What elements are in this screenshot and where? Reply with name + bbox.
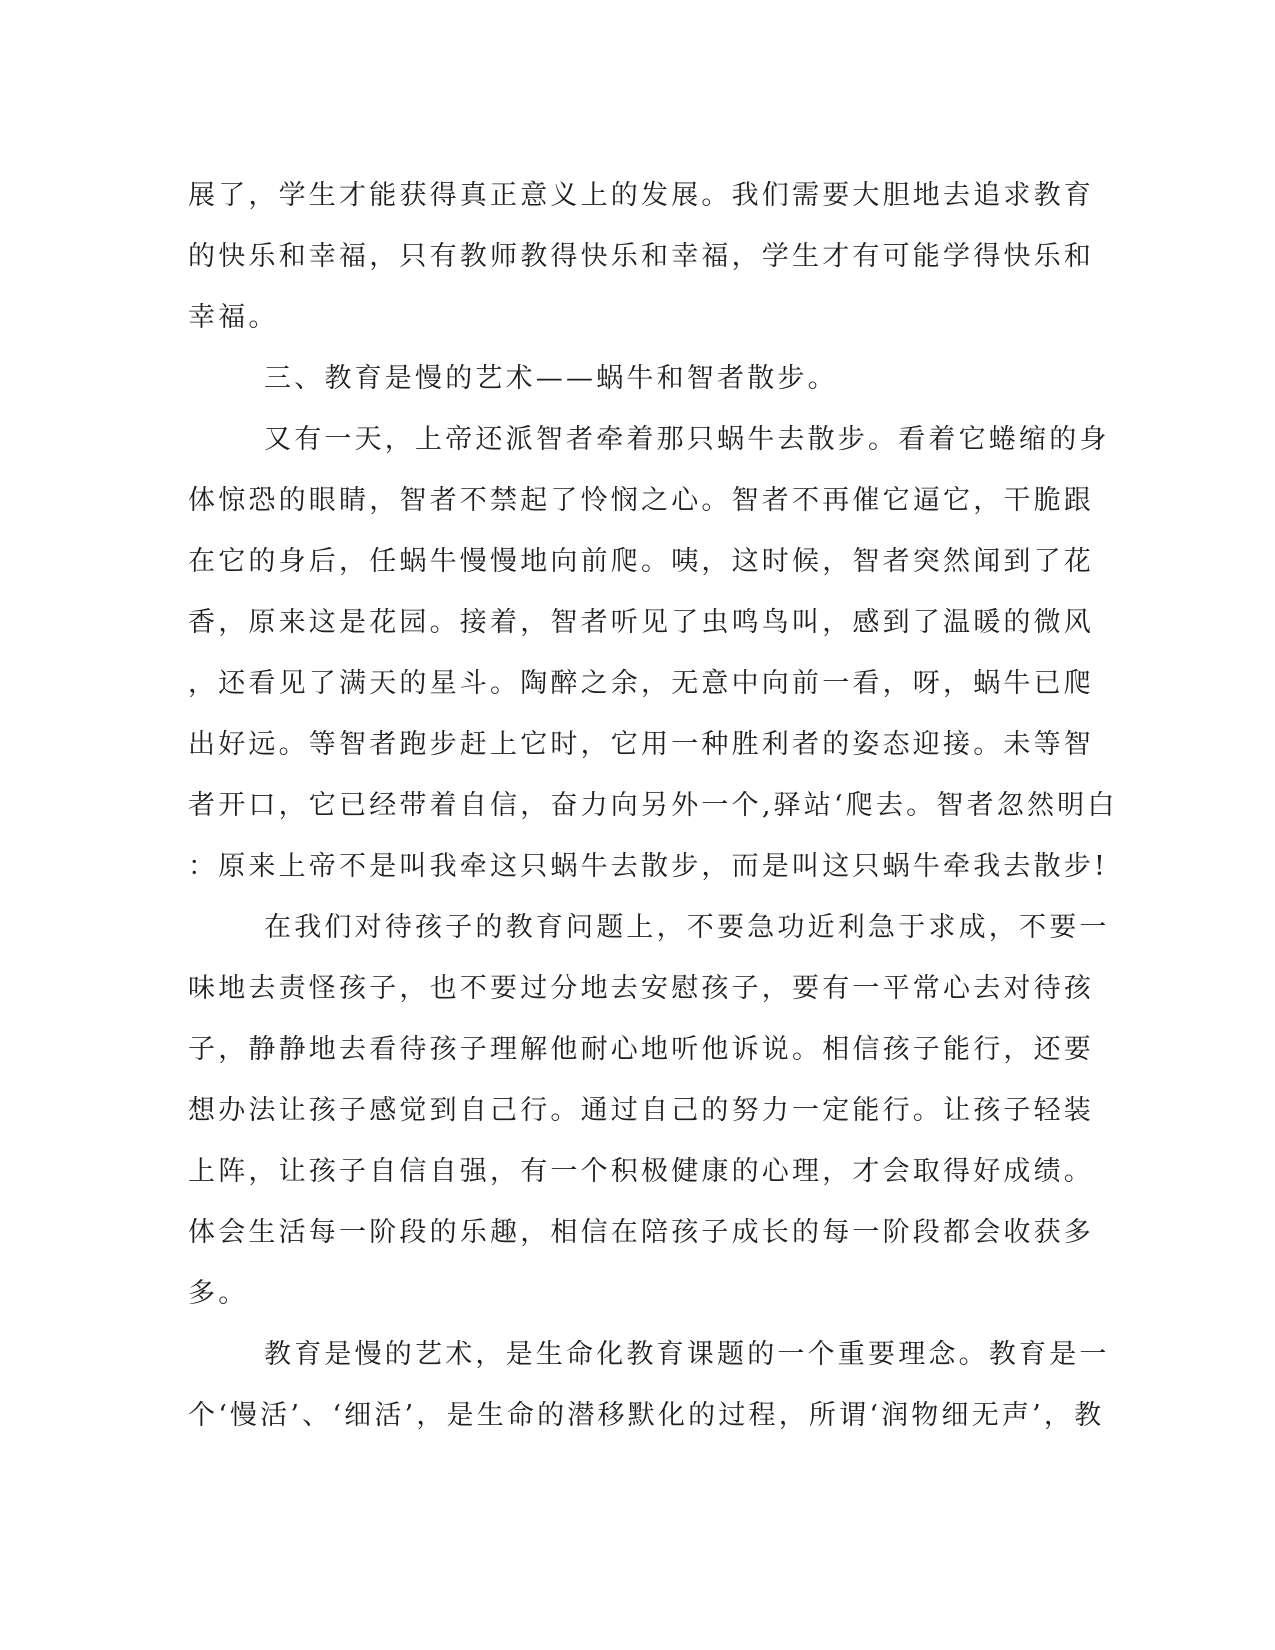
text-line: 展了，学生才能获得真正意义上的发展。我们需要大胆地去追求教育 xyxy=(188,180,1094,211)
text-line: 多。 xyxy=(188,1278,249,1309)
text-line: 者开口，它已经带着自信，奋力向另外一个‚驿站‘爬去。智者忽然明白 xyxy=(188,790,1118,821)
text-line: 出好远。等智者跑步赶上它时，它用一种胜利者的姿态迎接。未等智 xyxy=(188,729,1094,760)
text-line: ，还看见了满天的星斗。陶醉之余，无意中向前一看，呀，蜗牛已爬 xyxy=(188,668,1094,699)
document-body xyxy=(188,165,1118,1446)
text-line: 体惊恐的眼睛，智者不禁起了怜悯之心。智者不再催它逼它，干脆跟 xyxy=(188,485,1094,516)
text-line: 的快乐和幸福，只有教师教得快乐和幸福，学生才有可能学得快乐和 xyxy=(188,241,1094,272)
text-line: 在它的身后，任蜗牛慢慢地向前爬。咦，这时候，智者突然闻到了花 xyxy=(188,546,1094,577)
section-heading: 三、教育是慢的艺术——蜗牛和智者散步。 xyxy=(264,363,838,394)
text-line: 在我们对待孩子的教育问题上，不要急功近利急于求成，不要一 xyxy=(264,912,1110,943)
text-line: 想办法让孩子感觉到自己行。通过自己的努力一定能行。让孩子轻装 xyxy=(188,1095,1094,1126)
text-line: 个‘慢活’、‘细活’，是生命的潜移默化的过程，所谓‘润物细无声’，教 xyxy=(188,1400,1105,1431)
text-line: 教育是慢的艺术，是生命化教育课题的一个重要理念。教育是一 xyxy=(264,1339,1110,1370)
text-line: 幸福。 xyxy=(188,302,279,333)
text-line: 香，原来这是花园。接着，智者听见了虫鸣鸟叫，感到了温暖的微风 xyxy=(188,607,1094,638)
text-line: 子，静静地去看待孩子理解他耐心地听他诉说。相信孩子能行，还要 xyxy=(188,1034,1094,1065)
text-line: 体会生活每一阶段的乐趣，相信在陪孩子成长的每一阶段都会收获多 xyxy=(188,1217,1094,1248)
text-line: 味地去责怪孩子，也不要过分地去安慰孩子，要有一平常心去对待孩 xyxy=(188,973,1094,1004)
text-line: 又有一天，上帝还派智者牵着那只蜗牛去散步。看着它蜷缩的身 xyxy=(264,424,1110,455)
text-line: 上阵，让孩子自信自强，有一个积极健康的心理，才会取得好成绩。 xyxy=(188,1156,1094,1187)
text-line: ：原来上帝不是叫我牵这只蜗牛去散步，而是叫这只蜗牛牵我去散步! xyxy=(188,851,1109,882)
